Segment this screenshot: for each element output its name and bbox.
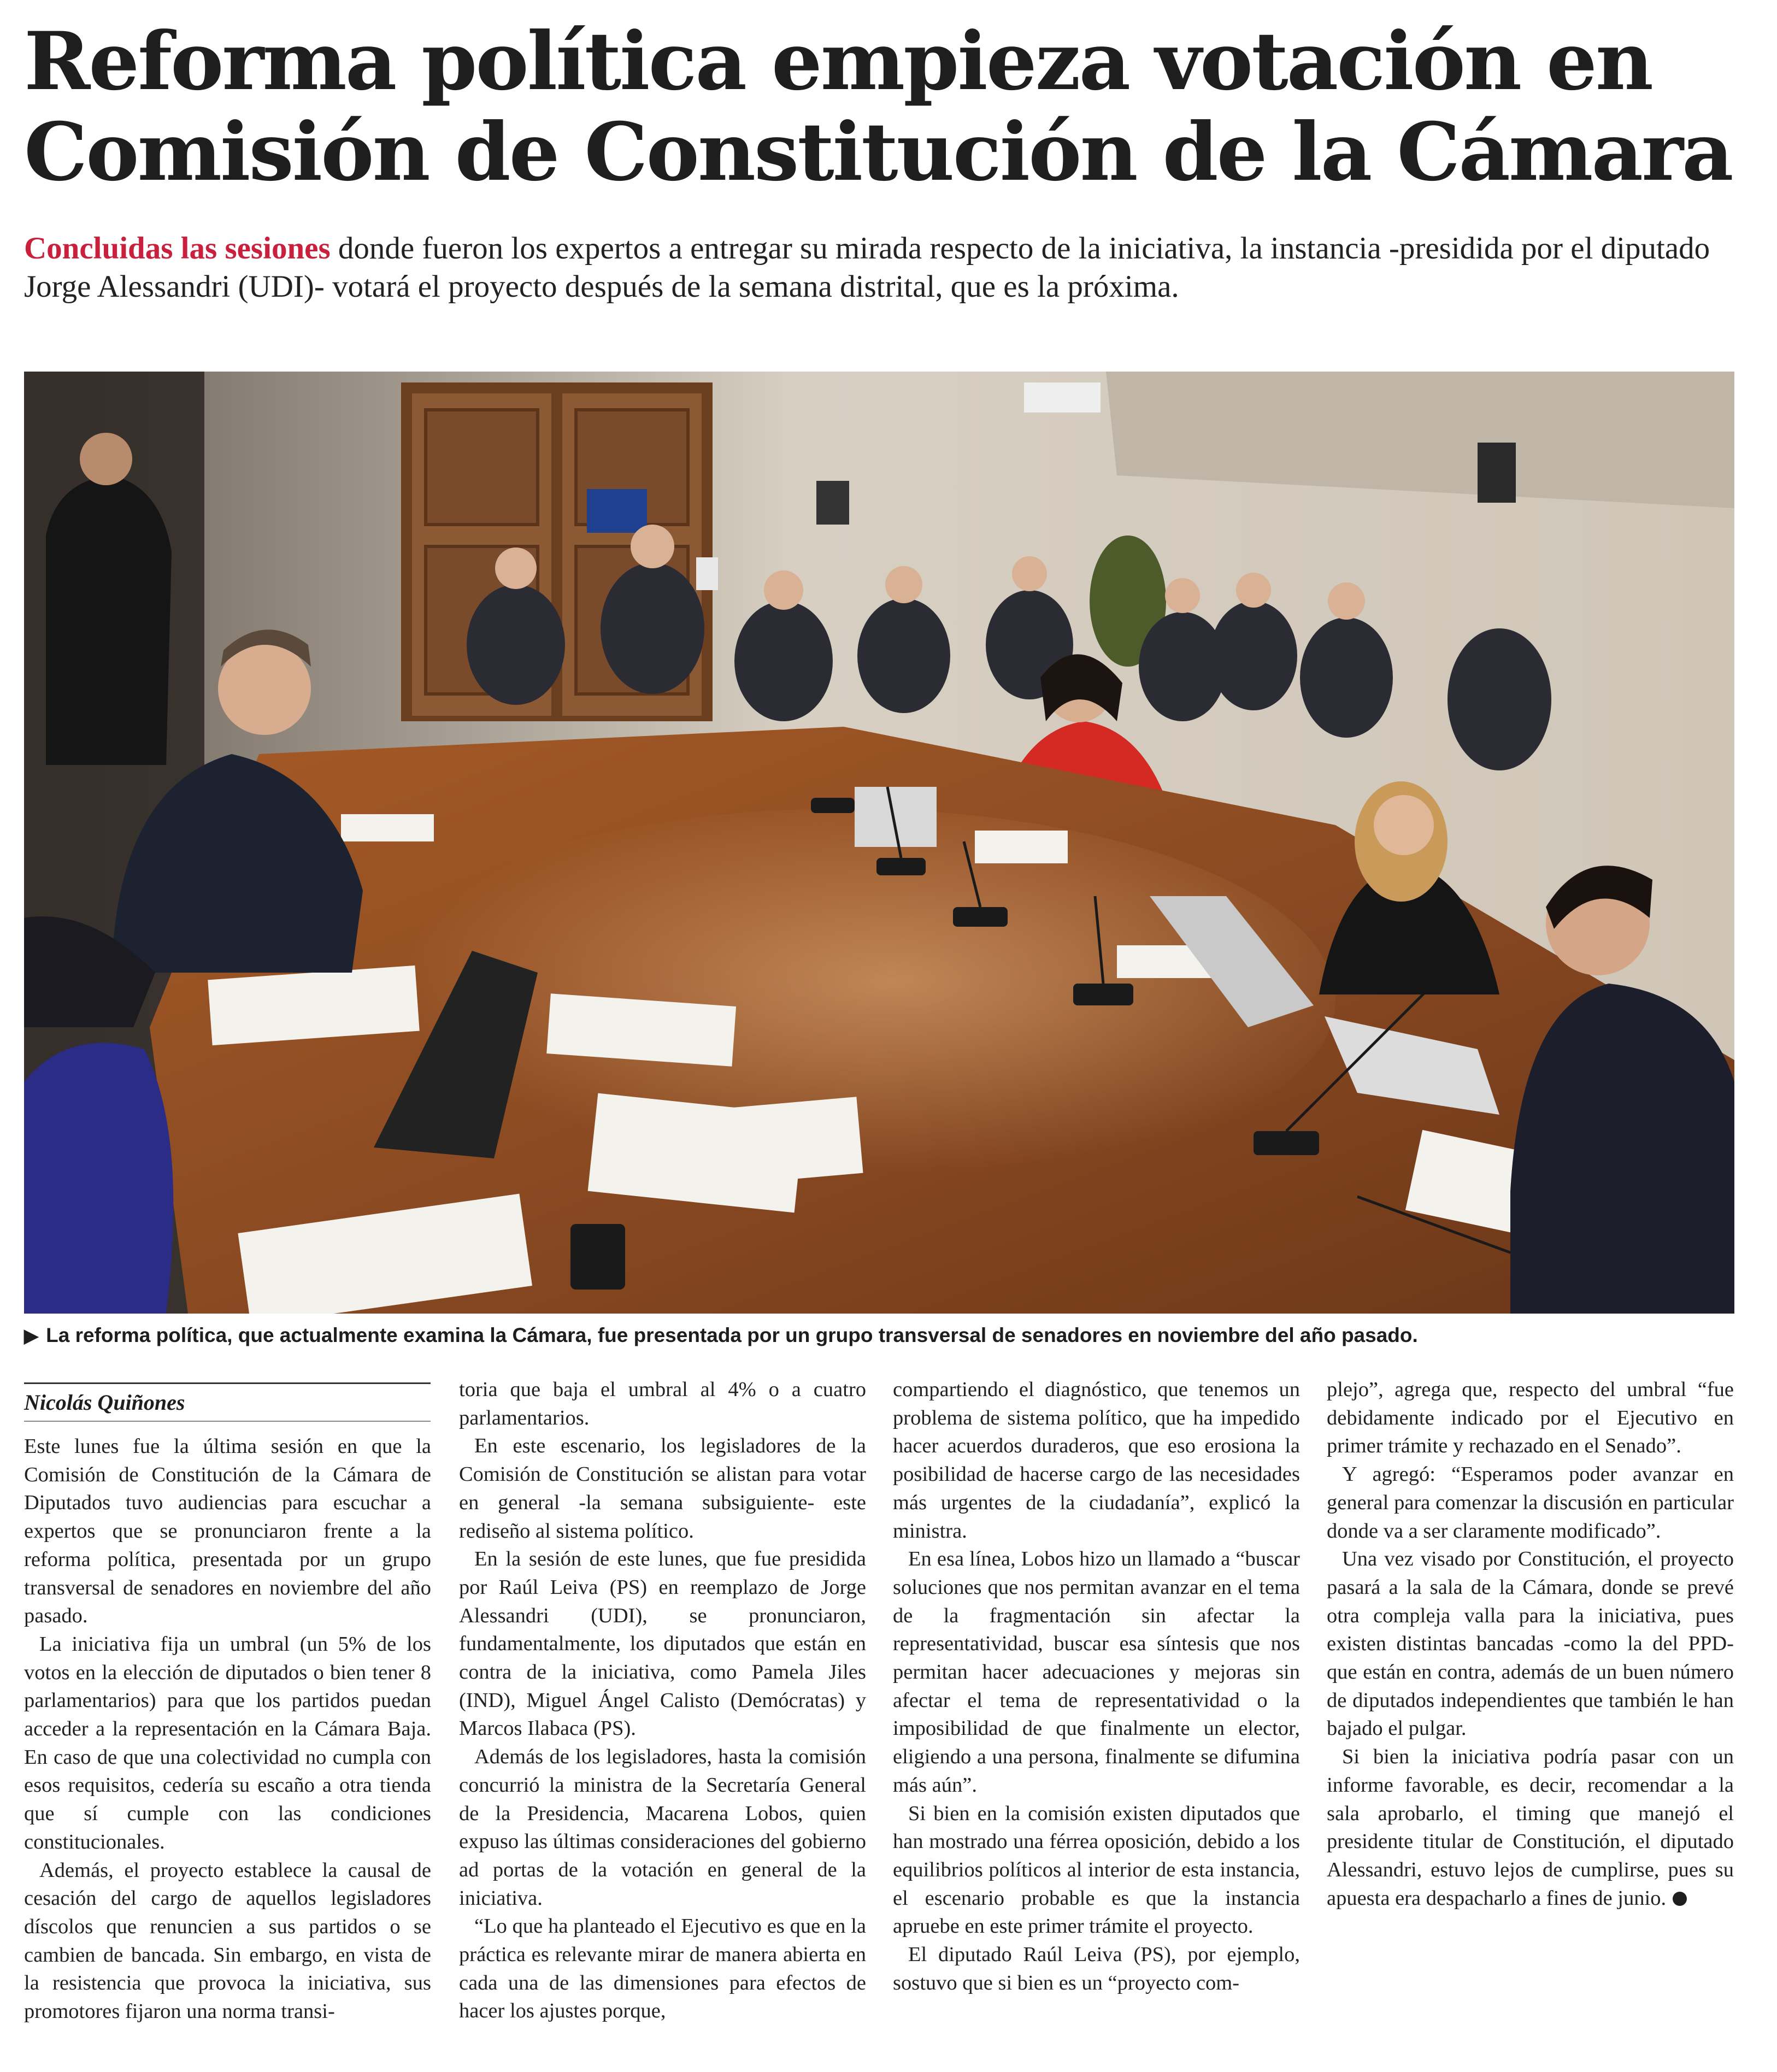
last-paragraph bbox=[1327, 1743, 1734, 1912]
paragraph: Si bien en la comisión existen diputados que han mostrado una férrea oposición, debido a los equilibrios políticos al interior de esta instancia, el escenario probable es que la instancia apruebe en este primer trámite el proyecto. bbox=[893, 1802, 1300, 1938]
end-of-article-dot-icon bbox=[1673, 1892, 1687, 1906]
headline-line-2: Comisión de Constitución de la Cámara bbox=[24, 105, 1732, 199]
paragraph: plejo”, agrega que, respecto del umbral “fue debidamente indicado por el Ejecutivo en primer trámite y rechazado en el Senado”. bbox=[1327, 1378, 1734, 1458]
paragraph: Y agregó: “Esperamos poder avanzar en general para comenzar la discusión en particular donde va a ser claramente modificado”. bbox=[1327, 1463, 1734, 1543]
headline-line-1: Reforma política empieza votación en bbox=[24, 15, 1652, 108]
paragraph: Este lunes fue la última sesión en que la Comisión de Constitución de la Cámara de Diputados tuvo audiencias para escuchar a expertos que se pronunciaron frente a la reforma política, presentada por un grupo transversal de senadores en noviembre del año pasado. bbox=[24, 1435, 431, 1628]
standfirst-text: donde fueron los expertos a entregar su mirada respecto de la iniciativa, la instancia -presidida por el diputado Jorge Alessandri (UDI)- votará el proyecto después de la semana distrital, que es la próxima. bbox=[24, 231, 1710, 304]
byline: Nicolás Quiñones bbox=[24, 1390, 185, 1415]
paragraph: “Lo que ha planteado el Ejecutivo es que en la práctica es relevante mirar de manera abierta en cada una de las dimensiones para efectos de hacer los ajustes porque, bbox=[459, 1915, 866, 2023]
standfirst-lead: Concluidas las sesiones bbox=[24, 231, 331, 266]
paragraph: En esa línea, Lobos hizo un llamado a “buscar soluciones que nos permitan avanzar en el tema de la fragmentación sin afectar la representatividad, buscar esa síntesis que nos permitan hacer adecuaciones y mejoras sin afectar el tema de representatividad o la imposibilidad de que finalmente un elector, eligiendo a una persona, finalmente se difumina más aún”. bbox=[893, 1547, 1300, 1797]
standfirst bbox=[24, 229, 1756, 306]
paragraph: toria que baja el umbral al 4% o a cuatro parlamentarios. bbox=[459, 1378, 866, 1429]
caption-marker: ▶ bbox=[24, 1326, 39, 1346]
photo-caption bbox=[24, 1321, 1756, 1350]
paragraph: La iniciativa fija un umbral (un 5% de los votos en la elección de diputados o bien tener 8 parlamentarios) para que los partidos puedan acceder a la representación en la Cámara Baja. En caso de que una colectividad no cumpla con esos requisitos, cedería su escaño a otra tienda que sí cumple con las condiciones constitucionales. bbox=[24, 1632, 431, 1853]
article-column-4 bbox=[1327, 1376, 1734, 1912]
article-column-2 bbox=[459, 1376, 866, 2026]
article-column-3 bbox=[893, 1376, 1300, 1997]
paragraph-text: Si bien la iniciativa podría pasar con un informe favorable, es decir, recomendar a la sala aprobarlo, el timing que manejó el presidente titular de Constitución, el diputado Alessandri, estuvo lejos de cumplirse, pues su apuesta era despacharlo a fines de junio. bbox=[1327, 1745, 1734, 1910]
committee-meeting-photo bbox=[24, 372, 1734, 1314]
byline-rule bbox=[24, 1382, 431, 1384]
paragraph: Además, el proyecto establece la causal de cesación del cargo de aquellos legisladores díscolos que renuncien a sus partidos o se cambien de bancada. Sin embargo, en vista de la resistencia que provoca la iniciativa, sus promotores fijaron una norma transi- bbox=[24, 1858, 431, 2023]
caption-text: La reforma política, que actualmente examina la Cámara, fue presentada por un grupo transversal de senadores en noviembre del año pasado. bbox=[46, 1324, 1418, 1346]
article-column-1 bbox=[24, 1433, 431, 2026]
paragraph: En este escenario, los legisladores de la Comisión de Constitución se alistan para votar en general -la semana subsiguiente- este rediseño al sistema político. bbox=[459, 1434, 866, 1543]
paragraph: Además de los legisladores, hasta la comisión concurrió la ministra de la Secretaría General de la Presidencia, Macarena Lobos, quien expuso las últimas consideraciones del gobierno ad portas de la votación en general de la iniciativa. bbox=[459, 1745, 866, 1910]
paragraph: El diputado Raúl Leiva (PS), por ejemplo, sostuvo que si bien es un “proyecto com- bbox=[893, 1943, 1300, 1994]
paragraph: En la sesión de este lunes, que fue presidida por Raúl Leiva (PS) en reemplazo de Jorge Alessandri (UDI), se pronunciaron, fundamentalmente, los diputados que están en contra de la iniciativa, como Pamela Jiles (IND), Miguel Ángel Calisto (Demócratas) y Marcos Ilabaca (PS). bbox=[459, 1547, 866, 1740]
headline bbox=[24, 16, 1756, 198]
paragraph: Una vez visado por Constitución, el proyecto pasará a la sala de la Cámara, donde se prevé otra compleja valla para la iniciativa, pues existen distintas bancadas -como la del PPD- que están en contra, además de un buen número de diputados independientes que también le han bajado el pulgar. bbox=[1327, 1547, 1734, 1740]
paragraph: compartiendo el diagnóstico, que tenemos un problema de sistema político, que ha impedido hacer acuerdos duraderos, que eso erosiona la posibilidad de hacerse cargo de las necesidades más urgentes de la ciudadanía”, explicó la ministra. bbox=[893, 1378, 1300, 1543]
byline-divider bbox=[24, 1421, 431, 1422]
